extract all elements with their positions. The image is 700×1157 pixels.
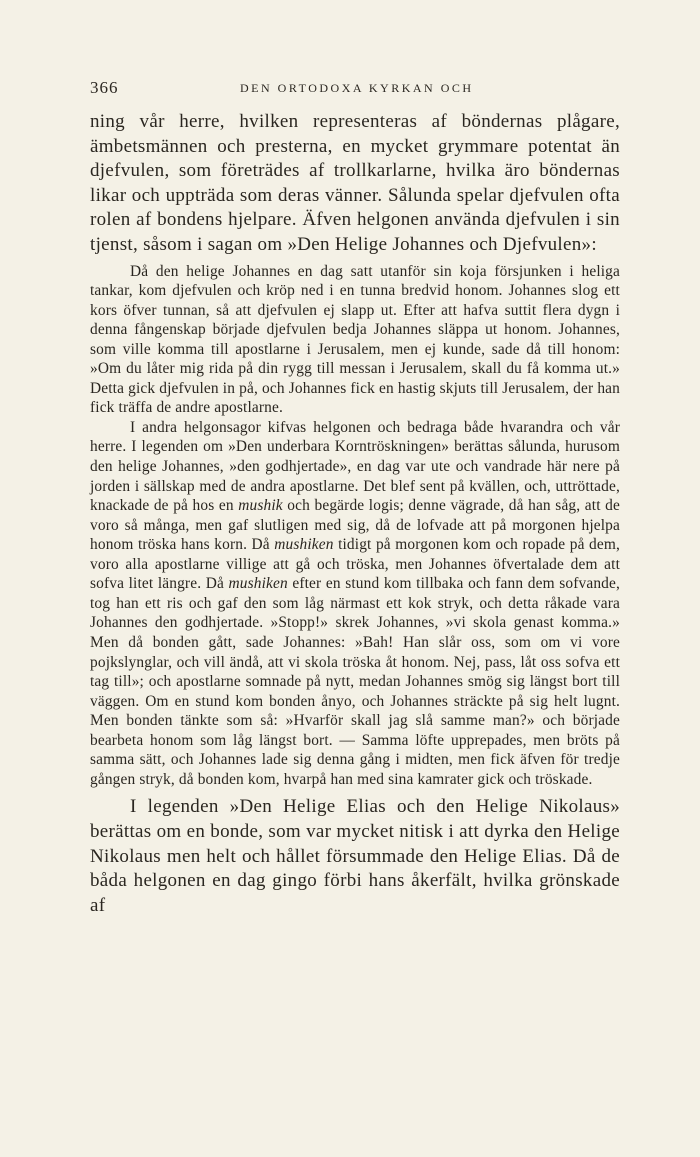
page-header	[90, 78, 620, 100]
italic-term: mushiken	[228, 575, 288, 593]
text-segment: efter en stund kom tillbaka och fann dem sofvande, tog han ett ris och gaf den som låg närmast ett kok stryk, och detta råkade vara Johannes den godhjertade. »Stopp!» skrek Johannes, »vi skola genast komma.» Men då bonden gått, sade Johannes: »Bah! Han slår oss, som om vi vore pojkslynglar, och vill ändå, att vi skola tröska åt honom. Nej, pass, låt oss sofva ett tag till»; och apostlarne somnade på nytt, medan Johannes smög sig längst bort till väggen. Om en stund kom bonden ånyo, och Johannes sträckte på sig helt lugnt. Men bonden tänkte som så: »Hvarför skall jag slå samme man?» och började bearbeta honom som låg längst bort. — Samma löfte upprepades, men bröts på samma sätt, och Johannes lade sig denna gång i midten, men fick äfven för tredje gången stryk, då bonden kom, hvarpå han med sina kamrater gick och tröskade.	[90, 575, 620, 788]
text-segment: och begärde logis; denne vägrade, då han såg, att de voro så många, men gaf slutligen med sig, då de lofvade att på morgonen hjelpa honom tröska hans korn. Då	[90, 497, 620, 554]
running-title: DEN ORTODOXA KYRKAN OCH	[240, 81, 474, 95]
text-segment: I andra helgonsagor kifvas helgonen och bedraga både hvarandra och vår herre. I legenden om »Den underbara Korntröskningen» berättas sålunda, hurusom den helige Johannes, »den godhjertade», en dag var ute och vandrade här nere på jorden i sällskap med de andra apostlarne. Det blef sent på kvällen, och, uttröttade, knackade de på hos en	[90, 418, 620, 515]
italic-term: mushik	[238, 497, 283, 515]
paragraph-elias-nikolaus: I legenden »Den Helige Elias och den Helige Nikolaus» berättas om en bonde, som var mycket nitisk i att dyrka den Helige Nikolaus men helt och hållet försummade den Helige Elias. Då de båda helgonen en dag gingo förbi hans åkerfält, hvilka grönskade af	[90, 796, 620, 916]
paragraph-legend-johannes-devil: Då den helige Johannes en dag satt utanför sin koja försjunken i heliga tankar, kom djefvulen och kröp ned i en tunna bredvid honom. Johannes slog ett kors öfver tunnan, så att djefvulen ej slapp ut. Efter att hafva suttit flera dygn i denna fångenskap började djefvulen bedja Johannes släppa ut honom. Johannes, som ville komma till apostlarne i Jerusalem, men ej kunde, sade då till honom: »Om du låter mig rida på din rygg till messan i Jerusalem, skall du få komma ut.» Detta gick djefvulen in på, och Johannes fick en hastig skjuts till Jerusalem, der han fick träffa de andre apostlarne.	[90, 262, 620, 417]
paragraph-legend-threshing	[90, 418, 620, 789]
text-segment: tidigt på morgonen kom och ropade på dem, voro alla apostlarne villige att gå och tröska, men Johannes öfvertalade dem att sofva litet längre. Då	[90, 536, 620, 593]
italic-term: mushiken	[274, 536, 334, 554]
body-text	[90, 110, 620, 918]
page-number: 366	[90, 78, 119, 97]
paragraph-intro: ning vår herre, hvilken representeras af böndernas plågare, ämbetsmännen och presterna, en mycket grymmare potentat än djefvulen, som företrädes af trollkarlarne, hvilka äro böndernas likar och uppträda som deras vänner. Sålunda spelar djefvulen ofta rolen af bondens hjelpare. Äfven helgonen använda djefvulen i sin tjenst, såsom i sagan om »Den Helige Johannes och Djefvulen»:	[90, 111, 620, 255]
